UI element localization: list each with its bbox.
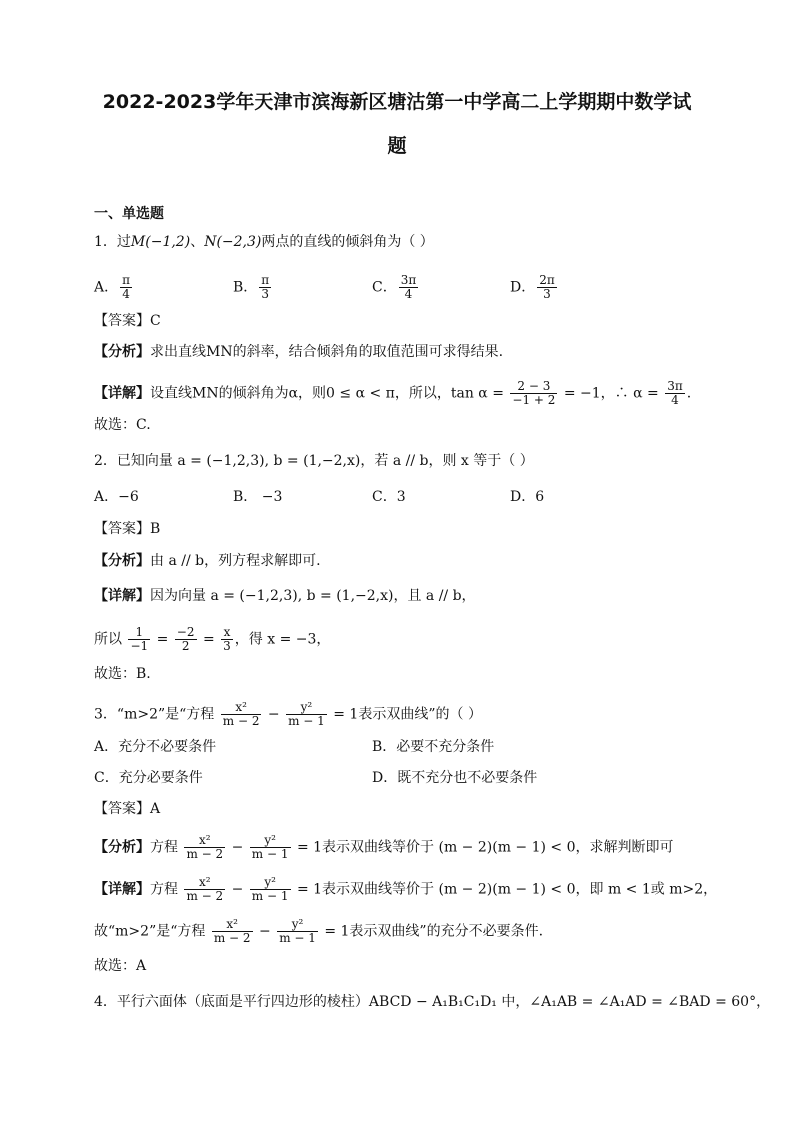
question-1-option-a: A． $\frac{\pi}{4}$: [94, 273, 131, 301]
question-2-option-b: B． −3: [233, 489, 283, 505]
question-1-final: 故选：C.: [94, 417, 151, 433]
question-1-analysis: 【分析】求出直线MN的斜率，结合倾斜角的取值范围可求得结果.: [94, 344, 504, 360]
question-3-option-d: D．既不充分也不必要条件: [372, 770, 538, 786]
question-3-option-a: A．充分不必要条件: [94, 739, 217, 755]
question-3-conclusion: 故“m>2”是“方程 $\frac{\text{x²}}{m - 2}$ − $\frac{\text{y²}}{m - 1}$ = 1表示双曲线”的充分不必要条件.: [94, 917, 544, 945]
question-1-option-b: B． $\frac{\pi}{3}$: [233, 273, 270, 301]
question-2-proportion: 所以 $\frac{1}{-1}$ = $\frac{-2}{2}$ = $\frac{x}{3}$ ，得 x = −3，: [94, 625, 331, 653]
question-2-option-d: D．6: [510, 489, 545, 505]
question-1-option-c: C． $\frac{3\pi}{4}$: [372, 273, 417, 301]
document-title-line2: 题: [387, 135, 407, 157]
question-3-detail: 【详解】方程 $\frac{\text{x²}}{m - 2}$ − $\frac{\text{y²}}{m - 1}$ = 1表示双曲线等价于 (m − 2)(m − 1) < 0，即 m < 1或 m>2，: [94, 875, 718, 903]
question-2-detail: 【详解】因为向量 a = (−1,2,3), b = (1,−2,x)，且 a // b，: [94, 588, 476, 604]
question-2-option-c: C．3: [372, 489, 406, 505]
section-heading: 一、单选题: [94, 206, 164, 222]
question-1-stem: 1．过M(−1,2)、N(−2,3)两点的直线的倾斜角为（ ）: [94, 234, 434, 250]
question-1-detail: 【详解】设直线MN的倾斜角为α，则0 ≤ α < π，所以，tan α = $\frac{2 - 3}{-1 + 2}$ = −1，∴ α = $\frac{3\pi}{4}$ .: [94, 379, 692, 407]
question-2-answer: 【答案】B: [94, 521, 161, 537]
question-3-option-c: C．充分必要条件: [94, 770, 203, 786]
question-4-stem: 4．平行六面体（底面是平行四边形的棱柱）ABCD − A₁B₁C₁D₁ 中，∠A₁AB = ∠A₁AD = ∠BAD = 60°，: [94, 994, 771, 1010]
question-3-option-b: B．必要不充分条件: [372, 739, 495, 755]
question-2-option-a: A．−6: [94, 489, 139, 505]
document-title-line1: 2022-2023学年天津市滨海新区塘沽第一中学高二上学期期中数学试: [102, 91, 692, 113]
question-3-answer: 【答案】A: [94, 801, 161, 817]
question-2-final: 故选：B.: [94, 666, 151, 682]
question-3-stem: 3．“m>2”是“方程 $\frac{\text{x²}}{m - 2}$ − $\frac{\text{y²}}{m - 1}$ = 1表示双曲线”的（ ）: [94, 700, 482, 728]
question-1-answer: 【答案】C: [94, 313, 161, 329]
question-2-stem: 2．已知向量 a = (−1,2,3), b = (1,−2,x)，若 a // b，则 x 等于（ ）: [94, 453, 534, 469]
question-3-analysis: 【分析】方程 $\frac{\text{x²}}{m - 2}$ − $\frac{\text{y²}}{m - 1}$ = 1表示双曲线等价于 (m − 2)(m − 1) < 0，求解判断即可: [94, 833, 674, 861]
question-3-final: 故选：A: [94, 958, 147, 974]
question-1-option-d: D． $\frac{2\pi}{3}$: [510, 273, 555, 301]
question-2-analysis: 【分析】由 a // b，列方程求解即可.: [94, 553, 321, 569]
